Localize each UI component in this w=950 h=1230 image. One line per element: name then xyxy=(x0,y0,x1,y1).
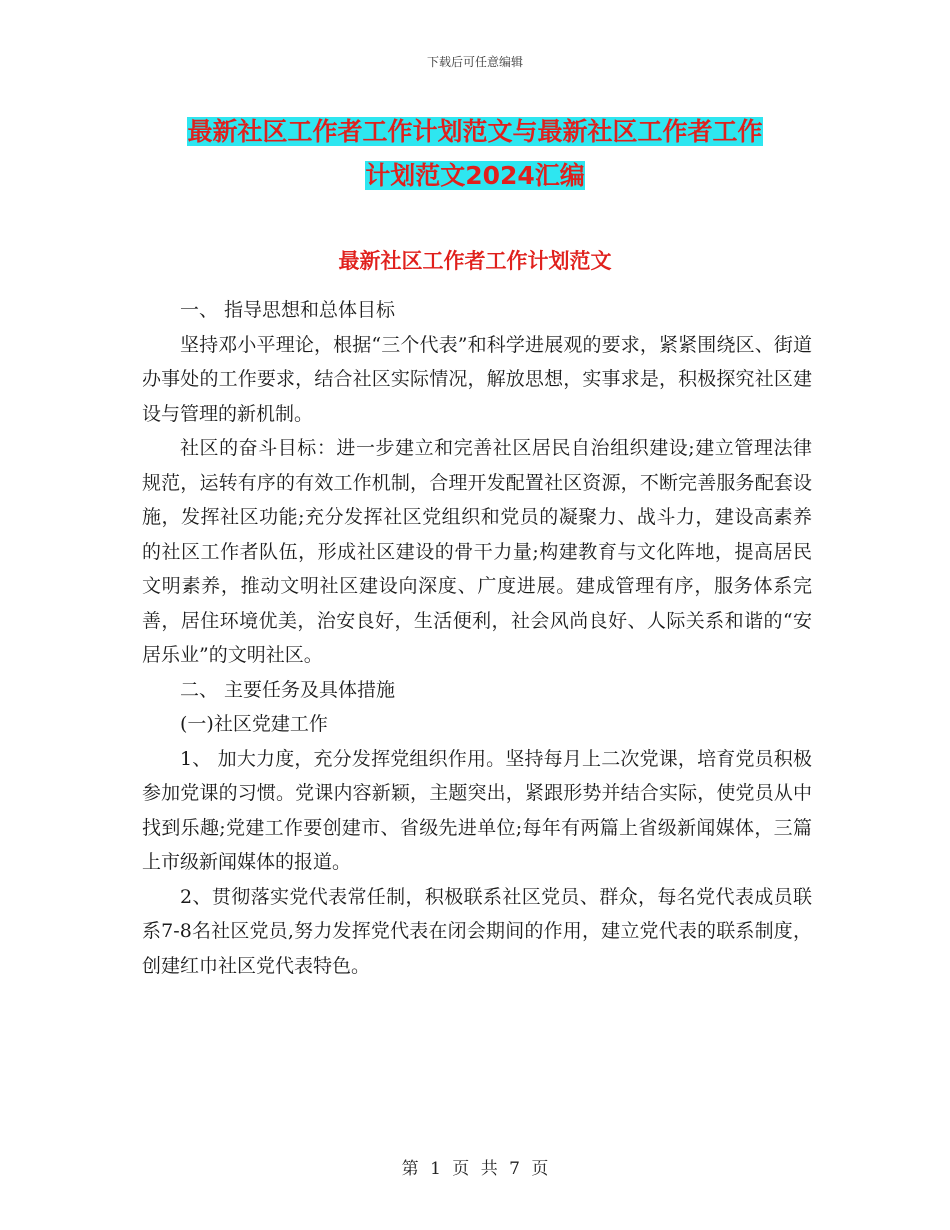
page-footer: 第 1 页 共 7 页 xyxy=(401,1159,549,1179)
heading-party-building: (一)社区党建工作 xyxy=(180,713,328,735)
document-title xyxy=(140,110,810,198)
header-note: 下载后可任意编辑 xyxy=(426,55,523,69)
paragraph: 2、贯彻落实党代表常任制，积极联系社区党员、群众，每名党代表成员联系7-8名社区党员,努力发挥党代表在闭会期间的作用，建立党代表的联系制度，创建红巾社区党代表特色。 xyxy=(142,885,812,977)
paragraph: 社区的奋斗目标：进一步建立和完善社区居民自治组织建设;建立管理法律规范，运转有序的有效工作机制，合理开发配置社区资源，不断完善服务配套设施，发挥社区功能;充分发挥社区党组织和党员的凝聚力、战斗力，建设高素养的社区工作者队伍，形成社区建设的骨干力量;构建教育与文化阵地，提高居民文明素养，推动文明社区建设向深度、广度进展。建成管理有序，服务体系完善，居住环境优美，治安良好，生活便利，社会风尚良好、人际关系和谐的“安居乐业”的文明社区。 xyxy=(142,437,812,666)
body-text xyxy=(142,293,812,983)
paragraph: 坚持邓小平理论，根据“三个代表”和科学进展观的要求，紧紧围绕区、街道办事处的工作要求，结合社区实际情况，解放思想，实事求是，积极探究社区建设与管理的新机制。 xyxy=(142,333,812,425)
section-title: 最新社区工作者工作计划范文 xyxy=(338,249,612,273)
heading-guiding-ideology: 一、 指导思想和总体目标 xyxy=(180,299,396,321)
heading-main-tasks: 二、 主要任务及具体措施 xyxy=(180,678,396,701)
paragraph: 1、 加大力度，充分发挥党组织作用。坚持每月上二次党课，培育党员积极参加党课的习惯。党课内容新颖，主题突出，紧跟形势并结合实际，使党员从中找到乐趣;党建工作要创建市、省级先进单位;每年有两篇上省级新闻媒体，三篇上市级新闻媒体的报道。 xyxy=(142,747,812,873)
document-title-line-1: 最新社区工作者工作计划范文与最新社区工作者工作 xyxy=(187,117,763,146)
document-title-line-2: 计划范文2024汇编 xyxy=(365,161,585,190)
